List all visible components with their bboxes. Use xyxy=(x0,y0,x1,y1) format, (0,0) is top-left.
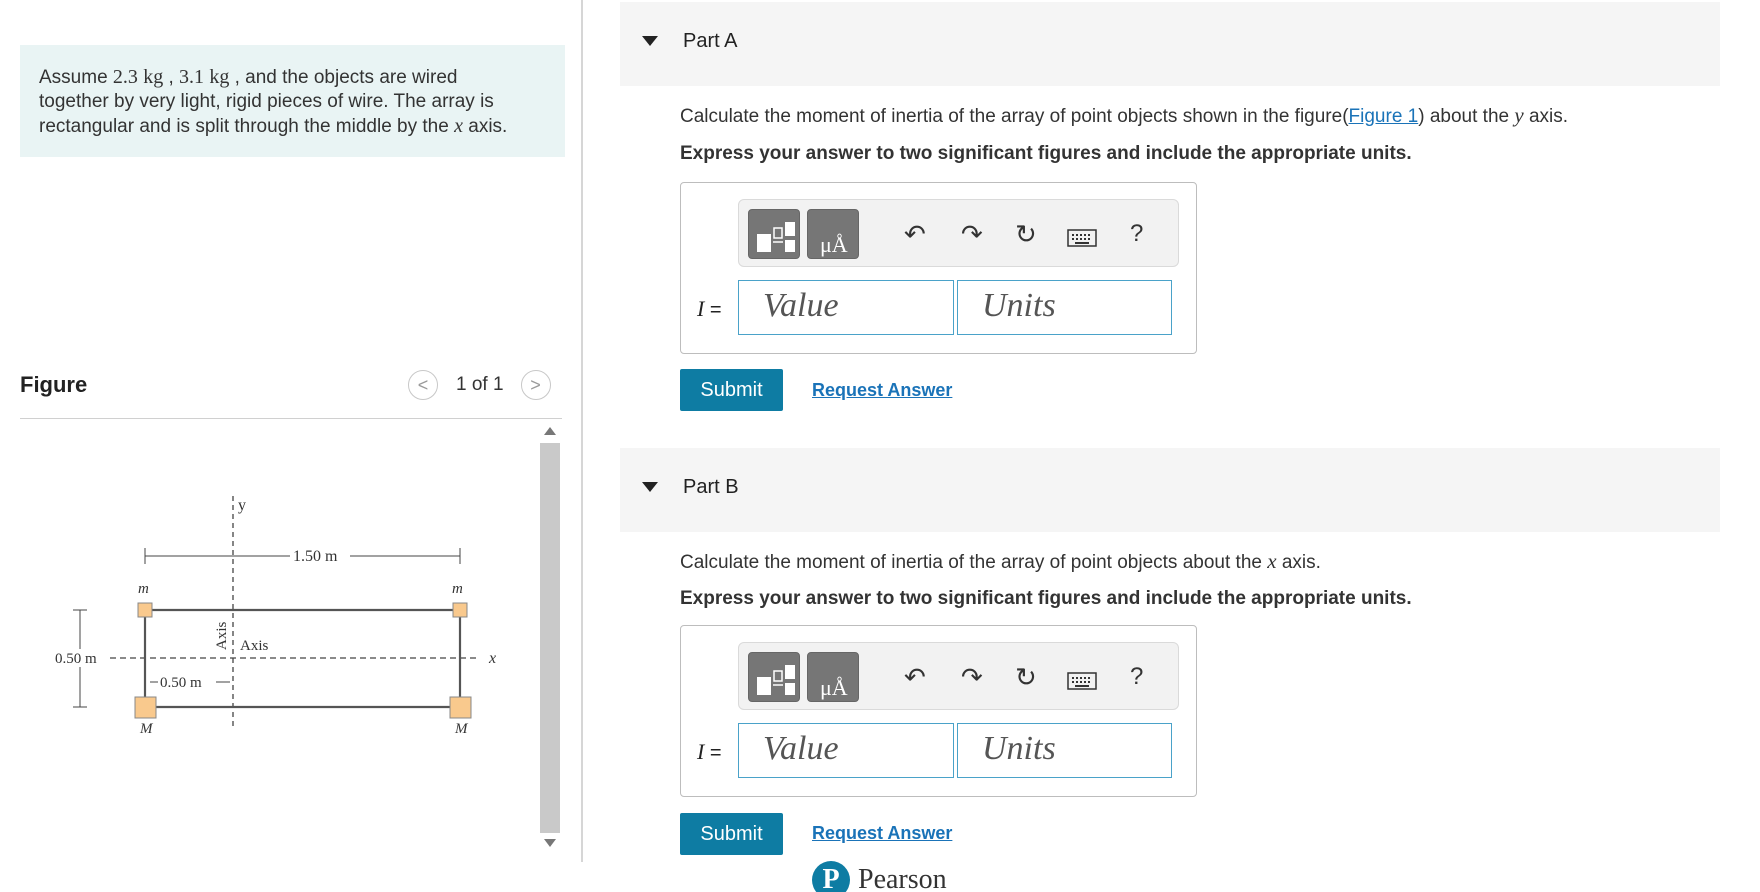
units-button[interactable] xyxy=(807,652,859,702)
part-b-question-post: axis. xyxy=(1276,552,1321,573)
part-a-request-answer-link[interactable]: Request Answer xyxy=(812,380,953,400)
part-b-question-pre: Calculate the moment of inertia of the array of point objects about the xyxy=(680,552,1268,573)
part-a-answer-box xyxy=(680,182,1197,354)
mass-bottom-right xyxy=(450,697,471,718)
next-figure-button[interactable]: > xyxy=(521,370,551,400)
label-mass-top-right: m xyxy=(452,581,463,597)
collapse-triangle-icon[interactable] xyxy=(642,36,658,46)
part-a-eq-var: I xyxy=(697,296,705,321)
undo-icon[interactable]: ↶ xyxy=(904,219,926,249)
axis-label-horizontal: Axis xyxy=(240,638,269,654)
part-a-question-pre: Calculate the moment of inertia of the array of point objects shown in the figure( xyxy=(680,106,1349,127)
part-a-instructions: Express your answer to two significant figures and include the appropriate units. xyxy=(680,143,1412,164)
figure-divider xyxy=(20,418,562,419)
figure-pager xyxy=(408,369,551,401)
templates-icon xyxy=(749,210,801,260)
mass-1-value: 2.3 xyxy=(112,66,138,88)
x-axis-label: x xyxy=(489,650,497,667)
statement-line3-post: axis. xyxy=(462,116,508,137)
mass-2-value: 3.1 xyxy=(179,66,205,88)
part-b-header[interactable] xyxy=(620,448,1720,532)
part-b-eq-sign: = xyxy=(704,742,722,764)
mass-top-right xyxy=(453,603,467,617)
statement-line3-pre: rectangular and is split through the middle by the xyxy=(39,116,455,137)
label-mass-bottom-right: M xyxy=(455,721,468,737)
part-a-title: Part A xyxy=(683,30,738,52)
part-b-request-answer-link[interactable]: Request Answer xyxy=(812,823,953,843)
label-mass-bottom-left: M xyxy=(140,721,153,737)
y-axis-label: y xyxy=(238,497,246,514)
reset-icon[interactable]: ↻ xyxy=(1015,662,1037,692)
statement-line1-rest: , and the objects are wired xyxy=(229,67,458,88)
part-a-equation-label xyxy=(697,296,722,322)
scrollbar-thumb[interactable] xyxy=(540,443,560,833)
part-b-title: Part B xyxy=(683,476,739,498)
axis-label-vertical: Axis xyxy=(214,621,230,650)
figure-diagram xyxy=(40,470,520,740)
statement-sep: , xyxy=(163,67,180,88)
reset-icon[interactable]: ↻ xyxy=(1015,219,1037,249)
part-a-value-input[interactable]: Value xyxy=(738,280,954,335)
redo-icon[interactable]: ↷ xyxy=(961,662,983,692)
part-a-submit-button[interactable]: Submit xyxy=(680,369,783,411)
redo-icon[interactable]: ↷ xyxy=(961,219,983,249)
scroll-down-icon[interactable] xyxy=(544,839,556,847)
part-a-axis-var: y xyxy=(1514,103,1524,127)
figure-title: Figure xyxy=(20,372,88,397)
mass-top-left xyxy=(138,603,152,617)
part-b-axis-var: x xyxy=(1267,549,1277,573)
help-icon[interactable]: ? xyxy=(1130,220,1144,247)
part-a-question-mid: ) about the xyxy=(1418,106,1515,127)
statement-pre: Assume xyxy=(39,67,113,88)
part-b-submit-button[interactable]: Submit xyxy=(680,813,783,855)
part-a-question xyxy=(680,103,1568,128)
label-mass-top-left: m xyxy=(138,581,149,597)
problem-column xyxy=(0,0,582,862)
figure-pager-text: 1 of 1 xyxy=(456,374,504,395)
part-a-units-input[interactable]: Units xyxy=(957,280,1172,335)
templates-icon xyxy=(749,653,801,703)
help-icon[interactable]: ? xyxy=(1130,663,1144,690)
templates-button[interactable] xyxy=(748,209,800,259)
part-a-math-toolbar xyxy=(738,199,1179,267)
keyboard-icon[interactable] xyxy=(1067,229,1097,247)
figure-scrollbar[interactable] xyxy=(540,425,560,850)
mass-bottom-left xyxy=(135,697,156,718)
templates-button[interactable] xyxy=(748,652,800,702)
width-label: 1.50 m xyxy=(293,548,338,565)
part-b-value-input[interactable]: Value xyxy=(738,723,954,778)
part-b-units-input[interactable]: Units xyxy=(957,723,1172,778)
undo-icon[interactable]: ↶ xyxy=(904,662,926,692)
figure-link[interactable]: Figure 1 xyxy=(1348,106,1419,127)
units-button[interactable] xyxy=(807,209,859,259)
part-a-eq-sign: = xyxy=(704,299,722,321)
half-width-label: 0.50 m xyxy=(160,675,202,691)
height-label: 0.50 m xyxy=(55,651,97,667)
mass-2-unit: kg xyxy=(209,66,230,88)
units-icon: μÅ xyxy=(820,675,848,700)
part-b-equation-label xyxy=(697,739,722,765)
keyboard-icon[interactable] xyxy=(1067,672,1097,690)
part-b-math-toolbar xyxy=(738,642,1179,710)
pearson-brand: Pearson xyxy=(858,864,947,892)
part-b-eq-var: I xyxy=(697,739,705,764)
statement-axis-var: x xyxy=(454,115,463,137)
statement-line2: together by very light, rigid pieces of wire. The array is xyxy=(39,91,494,112)
part-b-answer-box xyxy=(680,625,1197,797)
part-a-question-post: axis. xyxy=(1523,106,1569,127)
problem-statement xyxy=(20,45,565,157)
collapse-triangle-icon[interactable] xyxy=(642,482,658,492)
units-icon: μÅ xyxy=(820,232,848,257)
mass-1-unit: kg xyxy=(143,66,164,88)
part-b-question xyxy=(680,549,1321,574)
column-divider xyxy=(581,0,583,862)
pearson-footer xyxy=(812,860,947,892)
pearson-logo-icon: P xyxy=(812,861,850,892)
part-a-header[interactable] xyxy=(620,2,1720,86)
prev-figure-button[interactable]: < xyxy=(408,370,438,400)
part-b-instructions: Express your answer to two significant figures and include the appropriate units. xyxy=(680,588,1412,609)
scroll-up-icon[interactable] xyxy=(544,427,556,435)
